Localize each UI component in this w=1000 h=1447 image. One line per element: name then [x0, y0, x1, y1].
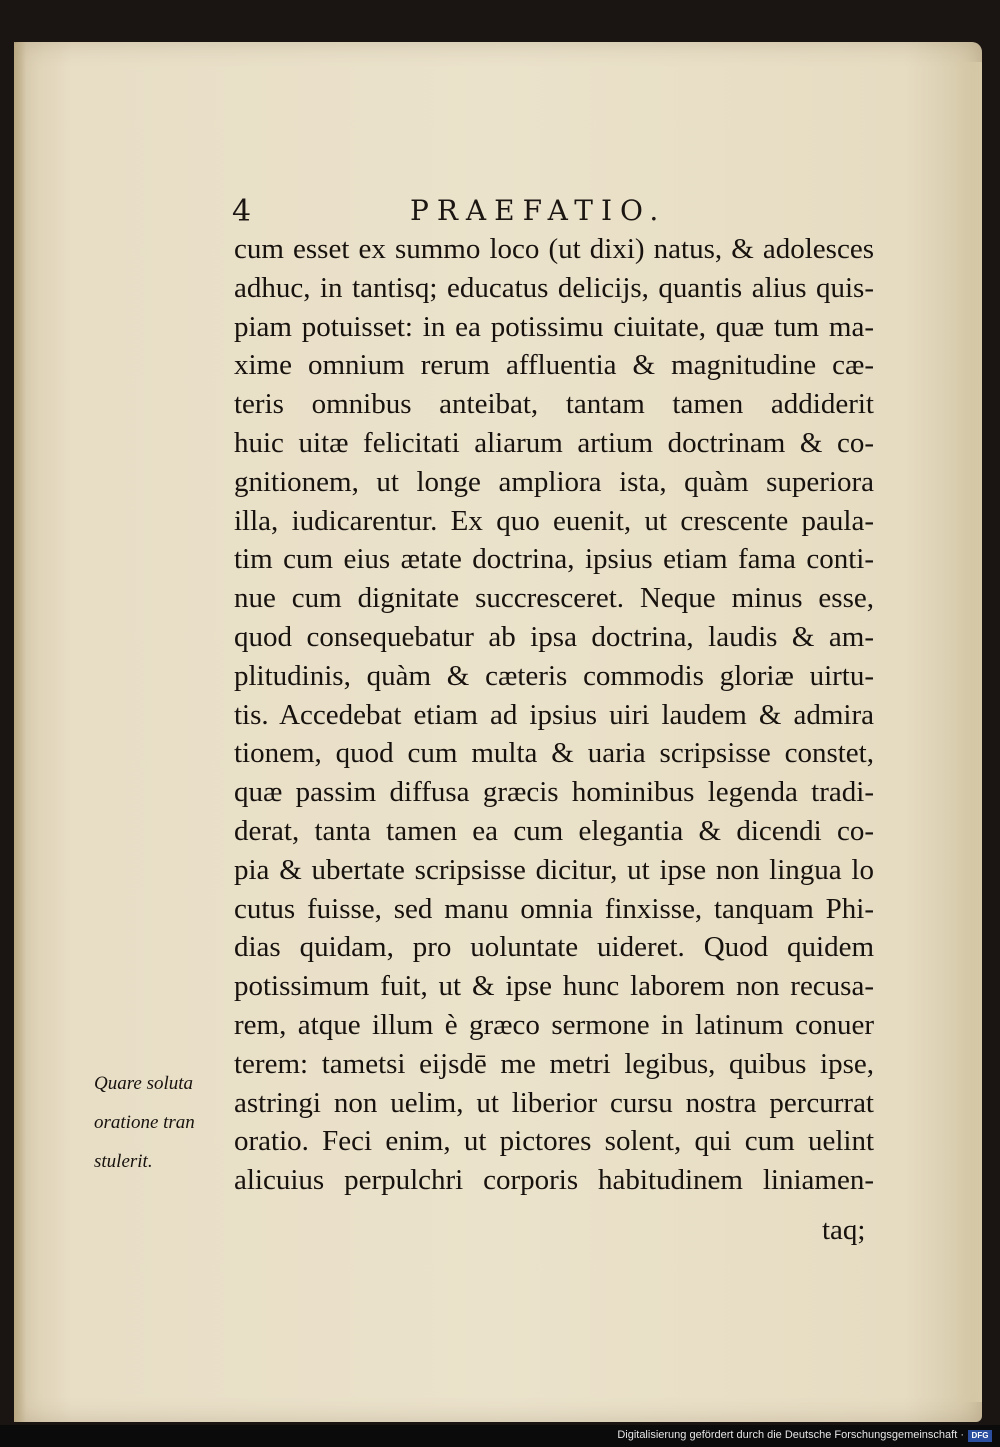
text-line: quæ passim diffusa græcis hominibus legenda tradi-: [234, 776, 874, 809]
text-line: tis. Accedebat etiam ad ipsius uiri laudem & admira: [234, 698, 874, 731]
text-line: tionem, quod cum multa & uaria scripsisse constet,: [234, 737, 874, 770]
marginal-note-line: Quare soluta: [94, 1073, 194, 1094]
page-number: 4: [232, 194, 253, 229]
catchword: taq;: [822, 1214, 866, 1246]
text-line: teris omnibus anteibat, tantam tamen addiderit: [234, 388, 874, 421]
footer-credit: Digitalisierung gefördert durch die Deutsche Forschungsgemeinschaft ·: [617, 1429, 964, 1441]
text-line: adhuc, in tantisq; educatus delicijs, quantis alius quis-: [234, 271, 874, 304]
text-line: plitudinis, quàm & cæteris commodis gloriæ uirtu-: [234, 659, 874, 692]
main-text-block: [234, 230, 874, 1200]
text-line: astringi non uelim, ut liberior cursu nostra percurrat: [234, 1086, 874, 1119]
text-line: gnitionem, ut longe ampliora ista, quàm superiora: [234, 465, 874, 498]
marginal-note-line: stulerit.: [94, 1150, 153, 1172]
text-line: cutus fuisse, sed manu omnia finxisse, tanquam Phi-: [234, 892, 874, 925]
text-line: dias quidam, pro uoluntate uideret. Quod quidem: [234, 931, 874, 964]
text-line: piam potuisset: in ea potissimu ciuitate, quæ tum ma-: [234, 310, 874, 343]
text-line: pia & ubertate scripsisse dicitur, ut ipse non lingua lo: [234, 853, 874, 886]
text-line: derat, tanta tamen ea cum elegantia & dicendi co-: [234, 814, 874, 847]
dfg-logo-icon: DFG: [968, 1430, 992, 1442]
text-line: terem: tametsi eijsdē me metri legibus, quibus ipse,: [234, 1047, 874, 1080]
text-line: rem, atque illum è græco sermone in latinum conuer: [234, 1008, 874, 1041]
text-line: quod consequebatur ab ipsa doctrina, laudis & am-: [234, 620, 874, 653]
text-line: tim cum eius ætate doctrina, ipsius etiam fama conti-: [234, 543, 874, 576]
marginal-note: [94, 1065, 229, 1181]
digitization-footer: [0, 1425, 1000, 1447]
text-line: oratio. Feci enim, ut pictores solent, qui cum uelint: [234, 1125, 874, 1158]
text-line: xime omnium rerum affluentia & magnitudine cæ-: [234, 349, 874, 382]
text-line: alicuius perpulchri corporis habitudinem liniamen-: [234, 1164, 874, 1197]
book-page: [14, 42, 982, 1422]
text-line: huic uitæ felicitati aliarum artium doctrinam & co-: [234, 426, 874, 459]
text-line: cum esset ex summo loco (ut dixi) natus, & adolesces: [234, 233, 874, 265]
marginal-note-line: oratione tran: [94, 1111, 195, 1133]
text-line: illa, iudicarentur. Ex quo euenit, ut crescente paula-: [234, 504, 874, 537]
running-head: PRAEFATIO.: [410, 194, 667, 227]
text-line: potissimum fuit, ut & ipse hunc laborem non recusa-: [234, 970, 874, 1003]
text-line: nue cum dignitate succresceret. Neque minus esse,: [234, 582, 874, 615]
